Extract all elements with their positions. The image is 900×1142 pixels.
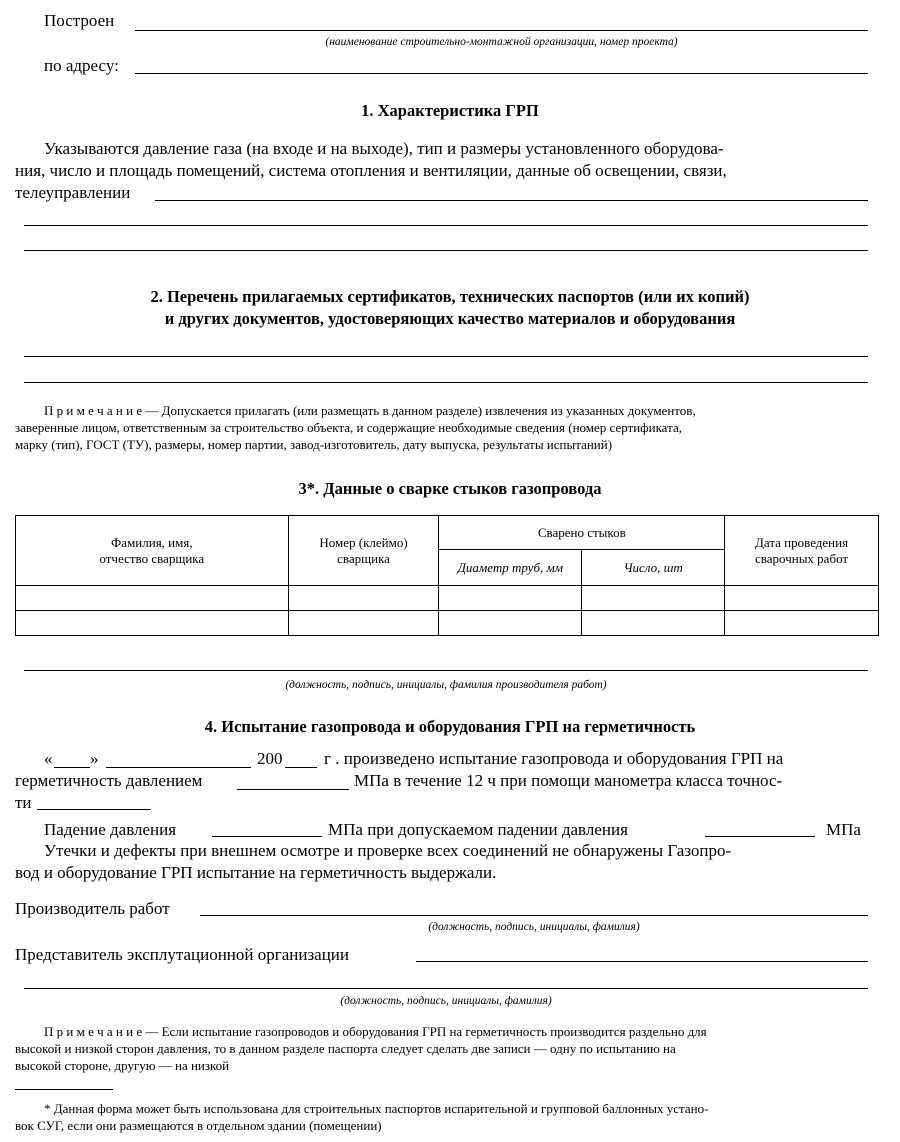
pressure-drop-text: МПа при допускаемом падении давления: [328, 820, 628, 839]
table-cell[interactable]: [288, 586, 439, 611]
section4-note-line1: П р и м е ч а н и е — Если испытание газопроводов и оборудования ГРП на герметичность производится раздельно для: [44, 1024, 707, 1039]
table-cell[interactable]: [288, 611, 439, 636]
test-pressure-text: МПа в течение 12 ч при помощи манометра класса точнос-: [354, 771, 783, 790]
built-caption: (наименование строительно-монтажной организации, номер проекта): [325, 36, 678, 48]
leak-line2: вод и оборудование ГРП испытание на герметичность выдержали.: [15, 863, 497, 882]
table-cell[interactable]: [725, 586, 879, 611]
section2-field-1[interactable]: [24, 356, 868, 357]
col-header-number: Номер (клеймо) сварщика: [288, 516, 439, 586]
footnote-line2: вок СУГ, если они размещаются в отдельном здании (помещении): [15, 1118, 382, 1133]
pressure-drop-unit: МПа: [826, 820, 861, 839]
work-producer-signature-field[interactable]: [24, 670, 868, 671]
table-cell[interactable]: [582, 611, 725, 636]
producer-label: Производитель работ: [15, 899, 170, 918]
gauge-class-field[interactable]: [37, 809, 151, 810]
operator-signature-field-1[interactable]: [416, 961, 868, 962]
section2-note-line1: П р и м е ч а н и е — Допускается прилагать (или размещать в данном разделе) извлечения из указанных документов,: [44, 403, 696, 418]
producer-caption: (должность, подпись, инициалы, фамилия): [428, 921, 640, 933]
section2-field-2[interactable]: [24, 382, 868, 383]
section2-title-line2: и других документов, удостоверяющих качество материалов и оборудования: [164, 309, 736, 328]
welding-table: [15, 515, 879, 636]
section2-note-line3: марку (тип), ГОСТ (ТУ), размеры, номер партии, завод-изготовитель, дату выпуска, результаты испытаний): [15, 437, 613, 452]
footnote-separator: [15, 1089, 113, 1090]
col-header-diameter: Диаметр труб, мм: [439, 550, 582, 586]
built-field[interactable]: [135, 30, 868, 31]
test-date-line: [44, 748, 879, 770]
quote-open: «: [44, 749, 53, 768]
address-label: по адресу:: [44, 56, 119, 75]
table-cell[interactable]: [16, 611, 289, 636]
test-pressure-line: [15, 770, 879, 792]
section2-title-line1: 2. Перечень прилагаемых сертификатов, технических паспортов (или их копий): [150, 287, 750, 306]
work-producer-caption: (должность, подпись, инициалы, фамилия производителя работ): [285, 679, 607, 691]
test-day-field[interactable]: [54, 767, 90, 768]
section1-field-2[interactable]: [24, 225, 868, 226]
section4-title: 4. Испытание газопровода и оборудования ГРП на герметичность: [204, 717, 696, 736]
address-field[interactable]: [135, 73, 868, 74]
gauge-class-label: ти: [15, 793, 32, 812]
section1-field-1[interactable]: [155, 200, 868, 201]
quote-close: »: [90, 749, 99, 768]
table-cell[interactable]: [439, 611, 582, 636]
pressure-drop-label: Падение давления: [44, 820, 177, 839]
section1-para-line1: Указываются давление газа (на входе и на выходе), тип и размеры установленного оборудова-: [44, 139, 724, 158]
test-pressure-label: герметичность давлением: [15, 771, 203, 790]
leak-line1: Утечки и дефекты при внешнем осмотре и проверке всех соединений не обнаружены Газопро-: [44, 841, 732, 860]
col-header-welded: Сварено стыков: [439, 516, 725, 550]
pressure-drop-field[interactable]: [212, 836, 322, 837]
section1-para-line3: телеуправлении: [15, 183, 131, 202]
table-cell[interactable]: [582, 586, 725, 611]
col-header-date: Дата проведения сварочных работ: [725, 516, 879, 586]
operator-caption: (должность, подпись, инициалы, фамилия): [340, 995, 552, 1007]
table-row: [16, 611, 879, 636]
col-header-count: Число, шт: [582, 550, 725, 586]
allowed-drop-field[interactable]: [705, 836, 815, 837]
table-cell[interactable]: [439, 586, 582, 611]
pressure-drop-line: [44, 819, 879, 841]
table-row: [16, 586, 879, 611]
test-line1-text: г . произведено испытание газопровода и оборудования ГРП на: [324, 749, 784, 768]
section4-note-line2: высокой и низкой сторон давления, то в данном разделе паспорта следует сделать две записи — одну по испытанию на: [15, 1041, 676, 1056]
test-month-field[interactable]: [106, 767, 251, 768]
section2-note-line2: заверенные лицом, ответственным за строительство объекта, и содержащие необходимые сведения (номер сертификата,: [15, 420, 682, 435]
section4-note-line3: высокой стороне, другую — на низкой: [15, 1058, 230, 1073]
year-prefix: 200: [257, 749, 283, 768]
section1-field-3[interactable]: [24, 250, 868, 251]
test-year-field[interactable]: [285, 767, 317, 768]
test-pressure-field[interactable]: [237, 789, 349, 790]
table-cell[interactable]: [725, 611, 879, 636]
operator-label: Представитель эксплутационной организации: [15, 945, 350, 964]
built-label: Построен: [44, 11, 115, 30]
section1-title: 1. Характеристика ГРП: [361, 101, 539, 120]
col-header-name: Фамилия, имя, отчество сварщика: [16, 516, 289, 586]
section1-para-line2: ния, число и площадь помещений, система отопления и вентиляции, данные об освещении, связи,: [15, 161, 727, 180]
footnote-line1: * Данная форма может быть использована для строительных паспортов испарительной и групповой баллонных устано-: [44, 1101, 709, 1116]
producer-signature-field[interactable]: [200, 915, 868, 916]
operator-signature-field-2[interactable]: [24, 988, 868, 989]
gauge-class-line: [15, 792, 315, 814]
section3-title: 3*. Данные о сварке стыков газопровода: [298, 479, 602, 498]
table-cell[interactable]: [16, 586, 289, 611]
